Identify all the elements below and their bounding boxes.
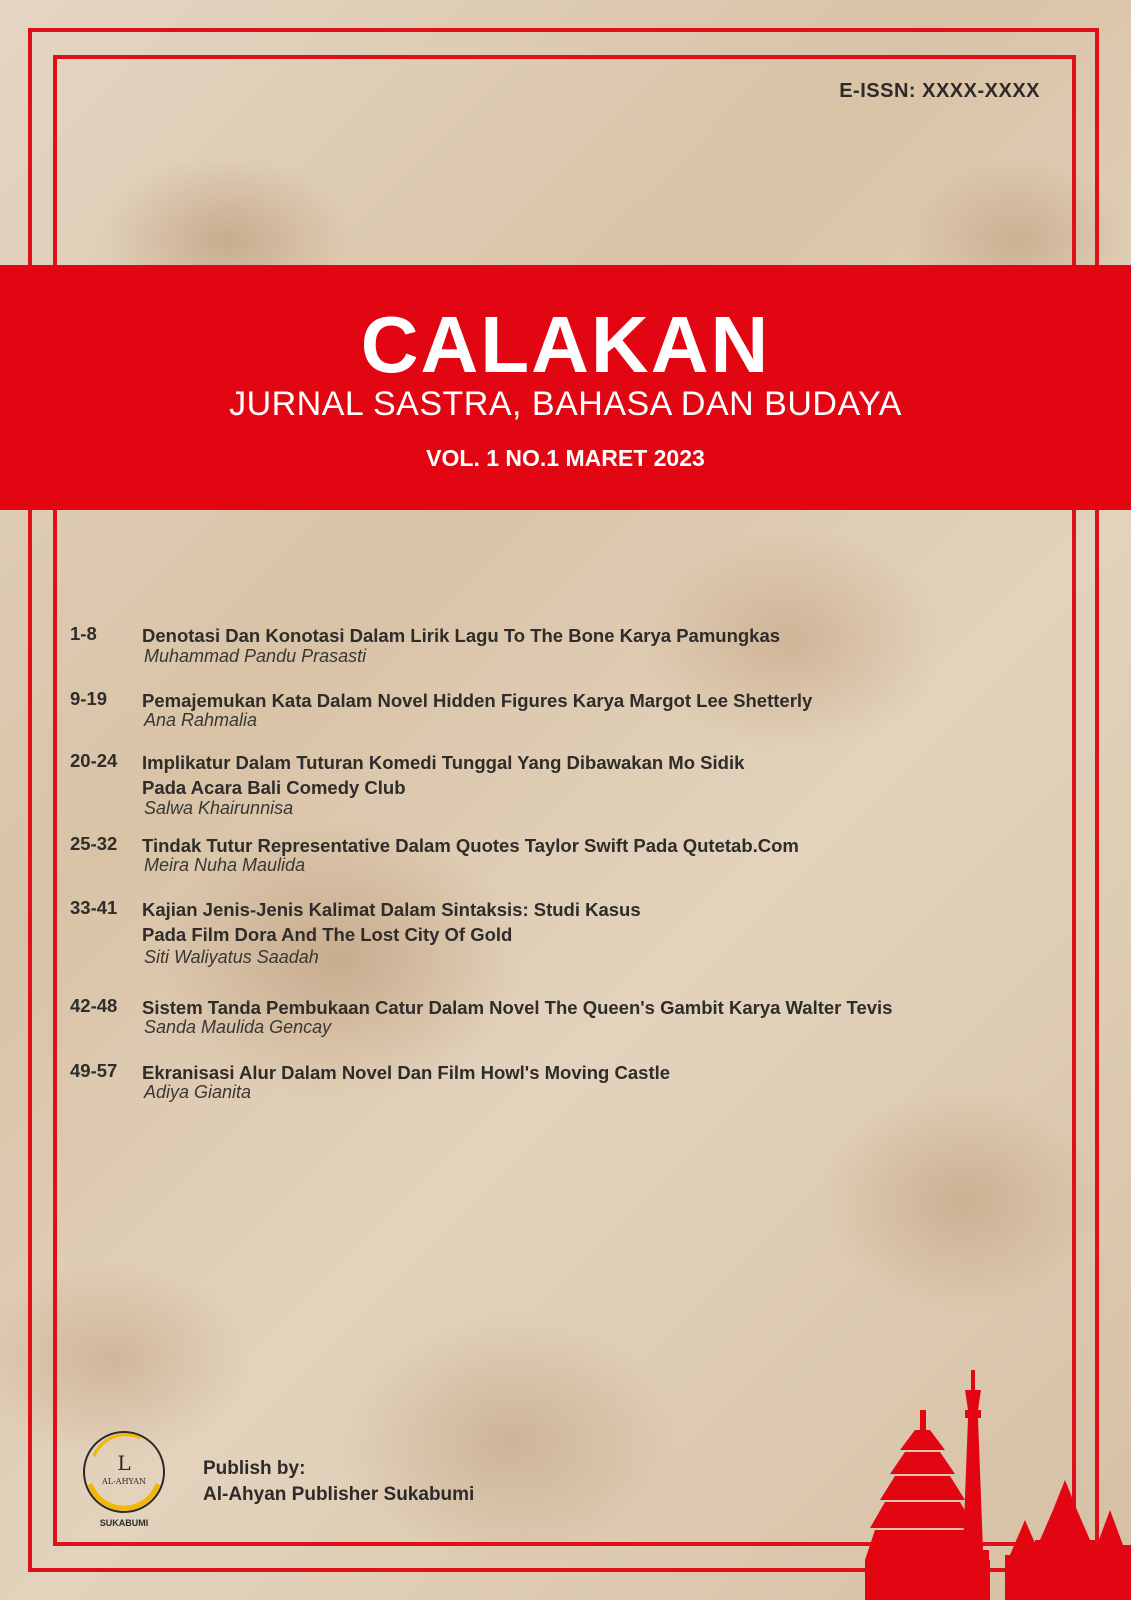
toc-author: Salwa Khairunnisa bbox=[144, 798, 294, 818]
toc-title: Denotasi Dan Konotasi Dalam Lirik Lagu To The Bone Karya Pamungkas bbox=[142, 625, 781, 646]
logo-city: SUKABUMI bbox=[99, 1518, 149, 1528]
toc-title: Pemajemukan Kata Dalam Novel Hidden Figures Karya Margot Lee Shetterly bbox=[142, 690, 813, 711]
toc-author: Meira Nuha Maulida bbox=[144, 855, 306, 875]
journal-subtitle: JURNAL SASTRA, BAHASA DAN BUDAYA bbox=[229, 385, 902, 423]
logo-letter: L bbox=[117, 1451, 131, 1475]
toc-pages: 42-48 bbox=[70, 995, 118, 1016]
issn-label: E-ISSN: XXXX-XXXX bbox=[839, 80, 1040, 102]
toc-author: Siti Waliyatus Saadah bbox=[144, 947, 319, 967]
toc-pages: 9-19 bbox=[70, 688, 108, 709]
title-banner bbox=[0, 265, 1131, 510]
publisher-name: Al-Ahyan Publisher Sukabumi bbox=[203, 1484, 475, 1505]
toc-title: Sistem Tanda Pembukaan Catur Dalam Novel The Queen's Gambit Karya Walter Tevis bbox=[142, 997, 893, 1018]
toc-pages: 1-8 bbox=[70, 623, 97, 644]
toc-title: Pada Acara Bali Comedy Club bbox=[142, 777, 406, 798]
logo-text: AL-AHYAN bbox=[102, 1477, 146, 1486]
toc-title: Kajian Jenis-Jenis Kalimat Dalam Sintaksis: Studi Kasus bbox=[142, 899, 641, 920]
toc-pages: 49-57 bbox=[70, 1060, 118, 1081]
toc-title: Ekranisasi Alur Dalam Novel Dan Film Howl's Moving Castle bbox=[142, 1062, 671, 1083]
toc-title: Tindak Tutur Representative Dalam Quotes Taylor Swift Pada Qutetab.Com bbox=[142, 835, 799, 856]
toc-title: Implikatur Dalam Tuturan Komedi Tunggal Yang Dibawakan Mo Sidik bbox=[142, 752, 745, 773]
toc-pages: 20-24 bbox=[70, 750, 118, 771]
toc-author: Muhammad Pandu Prasasti bbox=[144, 646, 367, 666]
toc-author: Sanda Maulida Gencay bbox=[144, 1017, 332, 1037]
journal-title: CALAKAN bbox=[360, 300, 771, 389]
publisher-logo bbox=[80, 1428, 168, 1516]
volume-info: VOL. 1 NO.1 MARET 2023 bbox=[426, 445, 705, 471]
landmarks-skyline-icon bbox=[865, 1370, 1131, 1600]
publish-label: Publish by: bbox=[203, 1458, 306, 1479]
toc-pages: 33-41 bbox=[70, 897, 118, 918]
toc-pages: 25-32 bbox=[70, 833, 118, 854]
toc-author: Adiya Gianita bbox=[144, 1082, 252, 1102]
toc-author: Ana Rahmalia bbox=[144, 710, 258, 730]
toc-title: Pada Film Dora And The Lost City Of Gold bbox=[142, 924, 513, 945]
